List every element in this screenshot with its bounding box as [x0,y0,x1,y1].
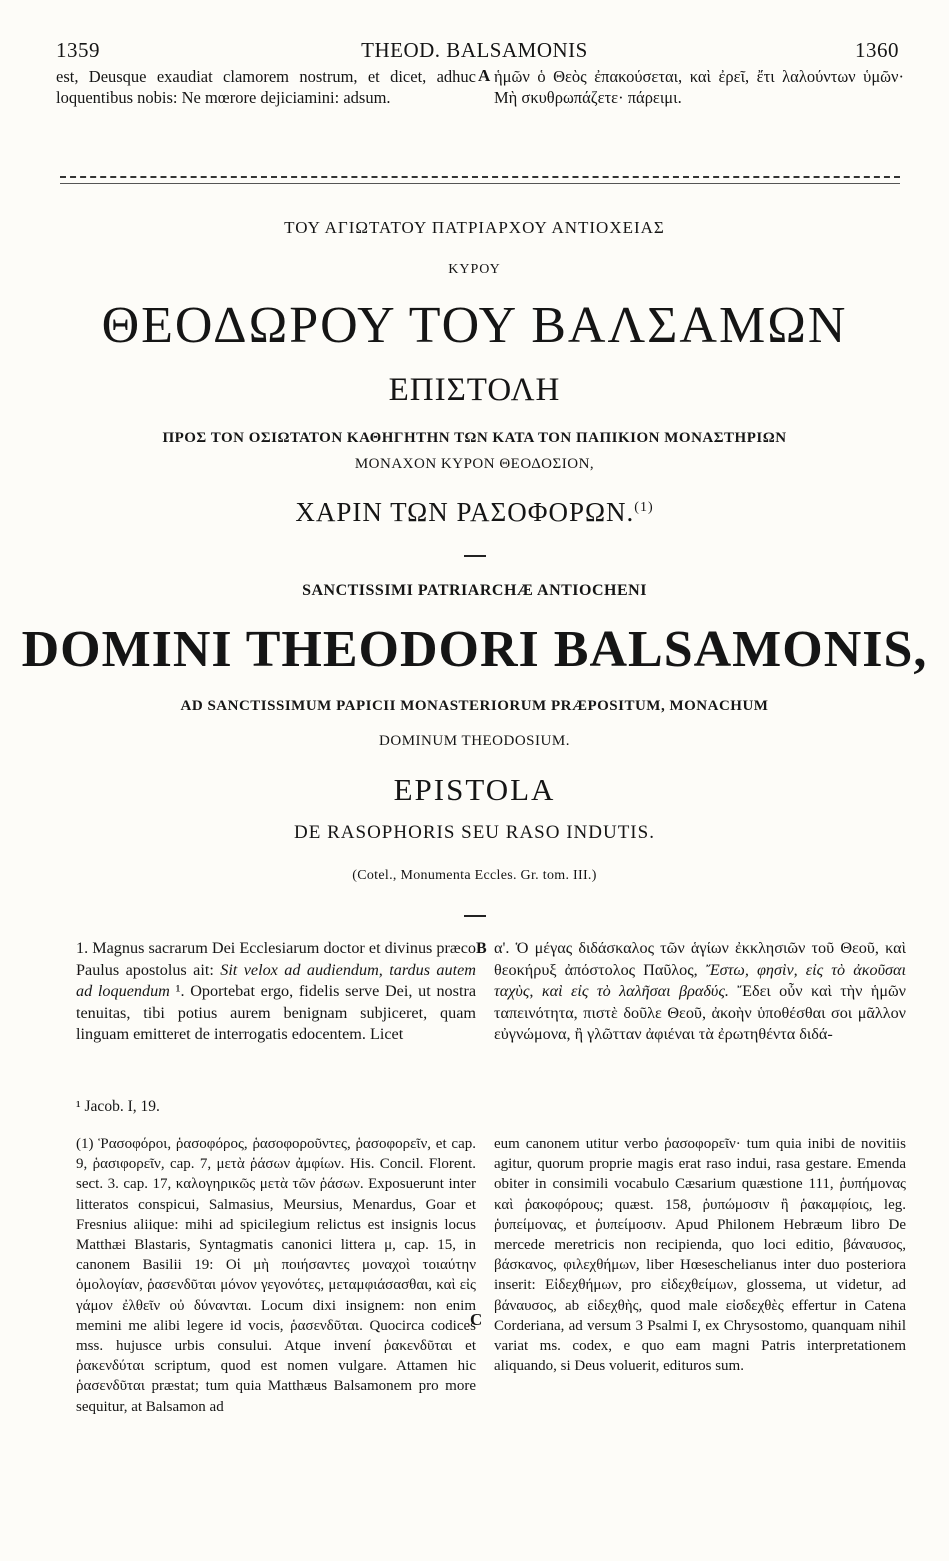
margin-marker-c: C [470,1310,483,1329]
dash-separator-2 [464,915,486,917]
greek-addressee-line2: ΜΟΝΑΧΟΝ ΚΥΡΟΝ ΘΕΟΔΟΣΙΟΝ, [354,456,595,472]
margin-marker-b: B [476,940,487,957]
greek-subject-text: ΧΑΡΙΝ ΤΩΝ ΡΑΣΟΦΟΡΩΝ. [295,497,635,527]
greek-heading-line2: ΚΥΡΟΥ [448,262,501,277]
latin-heading-line1: SANCTISSIMI PATRIARCHÆ ANTIOCHENI [302,582,647,599]
section-rule-top [60,176,900,178]
latin-author-name: DOMINI THEODORI BALSAMONIS, [21,621,928,678]
greek-addressee-line1: ΠΡΟΣ ΤΟΝ ΟΣΙΩΤΑΤΟΝ ΚΑΘΗΓΗΤΗΝ ΤΩΝ ΚΑΤΑ ΤΟΝ ΠΑΠΙΚΙΟΝ ΜΟΝΑΣΤΗΡΙΩΝ [162,430,787,446]
body-greek-rest: Ἔδει οὖν καὶ τὴν ἡμῶν ταπεινότητα, πιστὲ δοῦλε Θεοῦ, ἀκοὴν ὑποθέσθαι σοι μᾶλλον εὐγνώμονα, ἢ γλῶτταν ἀφιέναι τὰ ἐρωτηθέντα διδά- [494,982,906,1043]
page-number-right: 1360 [855,38,899,62]
greek-epistole: ΕΠΙΣΤΟΛΗ [388,372,561,408]
section-rule-bottom [60,183,900,184]
greek-note-ref: (1) [634,500,654,515]
dash-separator-1 [464,555,486,557]
greek-subject [0,497,949,528]
latin-epistola: EPISTOLA [393,772,556,807]
page-number-left: 1359 [56,38,100,62]
body-latin-intro: 1. Magnus sacrarum Dei Ecclesiarum doctor et divinus præco Paulus apostolus ait: [76,939,476,979]
running-title: THEOD. BALSAMONIS [361,38,588,62]
body-greek-column [494,938,906,1046]
scripture-footnote: ¹ Jacob. I, 19. [76,1098,160,1115]
running-head [0,38,949,64]
editor-note-right: eum canonem utitur verbo ῥασοφορεῖν· tum quia inibi de novitiis agitur, quorum proprie magis erat raso indui, rasa gestare. Emenda obiter in consimili vocabulo Cæsarium quæstione 111, ῥυπήμονας καὶ ῥακοφόρους; quæst. 158, ῥυπώμοσιν ἢ ῥακαμφίοις, leg. ῥυπείμονας, et ῥυπείμοσιν. Apud Philonem Hebræum libro De mercede meretricis non recipienda, quo loci editio, βάναυσος, βάσκανος, φιλεχθήμων, liber Hœseschelianus inter duo posteriora inserit: Εἰδεχθήμων, pro εἰδεχθείμων, glossema, ut videtur, ad βάναυσος, ab εἰδεχθὴς, quod male εἰσδεχθὲς effertur in Catena Corderiana, ad versum 3 Psalmi I, ex Chrysostomo, quanquam nihil variat ms. codex, e quo eam magni Patris interpretationem aliquando, si Deus voluerit, edituros sum. [494,1136,906,1375]
margin-marker-a: A [478,66,491,85]
editor-note-left: (1) Ῥασοφόροι, ῥασοφόρος, ῥασοφοροῦντες, ῥασοφορεῖν, et cap. 9, ῥασιφορεῖν, cap. 7, μετὰ ῥάσων ἀμφίων. His. Concil. Florent. sect. 3. cap. 17, καλογηρικῶς μετὰ τῶν ῥάσων. Exposuerunt inter litteratos conspicui, Salmasius, Meursius, Menardus, Goar et Fresnius aliique: mihi ad spicilegium relictus est insignis locus Matthæi Blastaris, Syntagmatis canonici littera μ, cap. 15, in canonem Basilii 19: Οἱ μὴ ποιήσαντες μοναχοὶ τοιαύτην ὁμολογίαν, ῥασενδῦται μόνον γεγονότες, μεταμφιάσασθαι, καὶ εἰς γάμον ἐλθεῖν οὐ δύνανται. Locum dixi insignem: non enim memini me alibi legere id vocis, ῥασενδῦται. Quocirca codices mss. hujusce urbis consului. Atque invení ῥακενδῦται et ῥακενδύται scriptum, quod est nomen vulgare. Attamen hic ῥασενδῦται præstat; tum quia Matthæus Balsamonem pro more sequitur, at Balsamon ad [76,1136,476,1415]
latin-addressee-line2: DOMINUM THEODOSIUM. [379,733,570,749]
greek-heading-line1: ΤΟΥ ΑΓΙΩΤΑΤΟΥ ΠΑΤΡΙΑΡΧΟΥ ΑΝΤΙΟΧΕΙΑΣ [284,218,665,237]
source-citation: (Cotel., Monumenta Eccles. Gr. tom. III.) [352,868,597,883]
body-greek-quote: Ἔστω, φησὶν, εἰς τὸ ἀκοῦσαι ταχὺς, καὶ εἰς τὸ λαλῆσαι βραδύς. [494,960,906,1000]
greek-author-name: ΘΕΟΔΩΡΟΥ ΤΟΥ ΒΑΛΣΑΜΩΝ [101,297,848,354]
latin-subject: DE RASOPHORIS SEU RASO INDUTIS. [294,822,655,843]
body-greek-intro: α'. Ὁ μέγας διδάσκαλος τῶν ἁγίων ἐκκλησιῶν τοῦ Θεοῦ, καὶ θεοκήρυξ ἀπόστολος Παῦλος, [494,939,906,979]
latin-addressee-line1: AD SANCTISSIMUM PAPICII MONASTERIORUM PRÆPOSITUM, MONACHUM [180,698,769,714]
top-latin-text: est, Deusque exaudiat clamorem nostrum, et dicet, adhuc loquentibus nobis: Ne mœrore dejiciamini: adsum. [56,67,476,107]
body-latin-column [76,938,476,1046]
body-latin-quote: Sit velox ad audiendum, tardus autem ad loquendum [76,960,476,1000]
top-greek-text: ἡμῶν ὁ Θεὸς ἐπακούσεται, καὶ ἐρεῖ, ἔτι λαλούντων ὑμῶν· Μὴ σκυθρωπάζετε· πάρειμι. [494,67,904,107]
body-latin-rest: ¹. Oportebat ergo, fidelis serve Dei, ut nostra tenuitas, tibi potius aurem benignam subjiceret, quam linguam emitteret de interrogatis edocentem. Licet [76,982,477,1043]
